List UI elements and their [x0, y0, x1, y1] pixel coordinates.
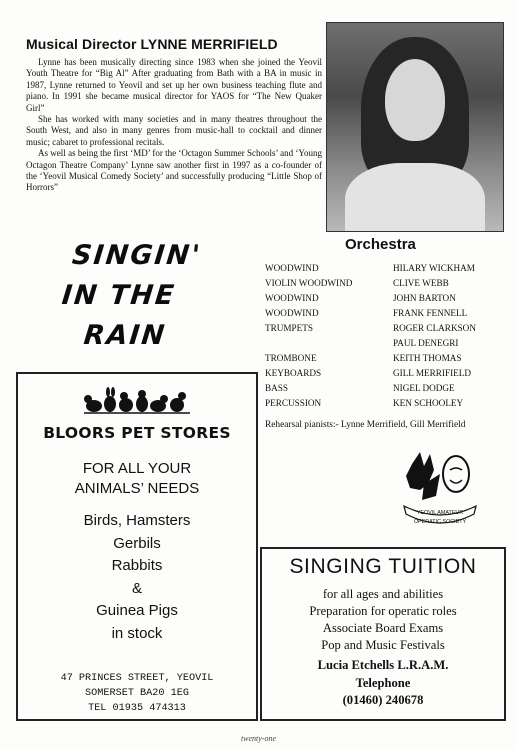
instrument: VIOLIN WOODWIND — [265, 277, 353, 288]
tuition-line: Associate Board Exams — [322, 621, 444, 635]
orchestra-row — [265, 275, 505, 290]
orchestra-row — [265, 320, 505, 335]
bio-paragraph: As well as being the first ‘MD’ for the ‘Octagon Summer Schools’ and ‘Young Octagon Theatre Company’ Lynne saw another first in 1997 as a co-founder of the ‘Yeovil Musical Comedy Society’ and successfully producing “Little Shop of Horrors” — [26, 148, 322, 193]
pet-item: in stock — [111, 624, 163, 642]
musician-name: FRANK FENNELL — [393, 307, 468, 318]
orchestra-row — [265, 395, 505, 410]
animals-illustration — [84, 386, 190, 414]
orchestra-row — [265, 290, 505, 305]
tagline-line: FOR ALL YOUR — [82, 460, 192, 477]
pet-store-telephone: TEL 01935 474313 — [88, 703, 186, 714]
page-number: twenty-one — [240, 734, 277, 743]
bio-paragraph: She has worked with many societies and in many theatres throughout the South West, and also in many genres from music-hall to cocktail and dinner music; cabaret to professional recitals. — [26, 114, 322, 147]
tuition-line: for all ages and abilities — [322, 587, 444, 601]
pet-item: Birds, Hamsters — [83, 512, 191, 529]
musician-name: GILL MERRIFIELD — [393, 367, 471, 378]
orchestra-title: Orchestra — [345, 236, 416, 253]
bio-paragraph: Lynne has been musically directing since 1983 when she joined the Yeovil Youth Theatre for “Big Al” After graduating from Bath with a BA in music in 1987, Lynne returned to Yeovil and set up her own business teaching flute and piano. In 1991 she became musical director for YAOS for “The New Quaker Girl” — [26, 57, 322, 113]
pet-store-tagline — [18, 459, 256, 499]
instrument: WOODWIND — [265, 307, 319, 318]
director-title: Musical Director LYNNE MERRIFIELD — [26, 36, 278, 52]
phone-label: Telephone — [355, 675, 411, 690]
musician-name: PAUL DENEGRI — [393, 337, 459, 348]
badge-ribbon-text: OPERATIC SOCIETY — [413, 519, 467, 525]
instrument: WOODWIND — [265, 262, 319, 273]
show-logo-line: SINGIN' — [70, 240, 204, 271]
tuition-heading: SINGING TUITION — [289, 555, 477, 578]
singing-tuition-ad — [260, 547, 506, 721]
orchestra-row — [265, 380, 505, 395]
rehearsal-pianists: Rehearsal pianists:- Lynne Merrifield, Gill Merrifield — [265, 420, 466, 430]
instrument: BASS — [265, 382, 288, 393]
pet-store-address — [18, 671, 256, 716]
tuition-line: Preparation for operatic roles — [309, 604, 457, 618]
phone-number: (01460) 240678 — [342, 693, 424, 707]
instrument: WOODWIND — [265, 292, 319, 303]
musician-name: JOHN BARTON — [393, 292, 456, 303]
orchestra-row — [265, 365, 505, 380]
teacher-name: Lucia Etchells L.R.A.M. — [317, 658, 449, 672]
instrument: PERCUSSION — [265, 397, 322, 408]
tuition-contact — [262, 657, 504, 710]
pet-item: Guinea Pigs — [96, 602, 178, 619]
tuition-line: Pop and Music Festivals — [321, 638, 445, 652]
musician-name: ROGER CLARKSON — [393, 322, 476, 333]
orchestra-row — [265, 350, 505, 365]
pet-store-items — [18, 510, 256, 645]
director-bio — [26, 57, 322, 194]
pet-item: & — [131, 579, 142, 597]
instrument: KEYBOARDS — [265, 367, 322, 378]
show-logo — [54, 236, 267, 356]
tuition-details — [262, 586, 504, 654]
orchestra-row — [265, 305, 505, 320]
pet-store-name: BLOORS PET STORES — [43, 424, 231, 442]
address-line: 47 PRINCES STREET, YEOVIL — [60, 673, 214, 684]
musician-name: KEITH THOMAS — [393, 352, 462, 363]
director-photo — [326, 22, 504, 232]
musician-name: HILARY WICKHAM — [393, 262, 475, 273]
pet-item: Gerbils — [113, 534, 161, 552]
musician-name: CLIVE WEBB — [393, 277, 449, 288]
orchestra-list — [265, 260, 505, 410]
musician-name: KEN SCHOOLEY — [393, 397, 464, 408]
society-badge-logo — [400, 444, 480, 530]
instrument: TRUMPETS — [265, 322, 313, 333]
address-line: SOMERSET BA20 1EG — [85, 688, 189, 699]
badge-ribbon-text: YEOVIL AMATEUR — [416, 510, 464, 516]
photo-face — [385, 59, 445, 141]
pet-item: Rabbits — [111, 557, 163, 574]
orchestra-row — [265, 335, 505, 350]
pet-store-ad — [16, 372, 258, 721]
photo-shoulders — [345, 163, 485, 232]
tagline-line: ANIMALS’ NEEDS — [74, 480, 200, 497]
musician-name: NIGEL DODGE — [393, 382, 455, 393]
show-logo-line: RAIN — [82, 320, 168, 351]
orchestra-row — [265, 260, 505, 275]
instrument: TROMBONE — [265, 352, 317, 363]
show-logo-line: IN THE — [60, 280, 178, 311]
